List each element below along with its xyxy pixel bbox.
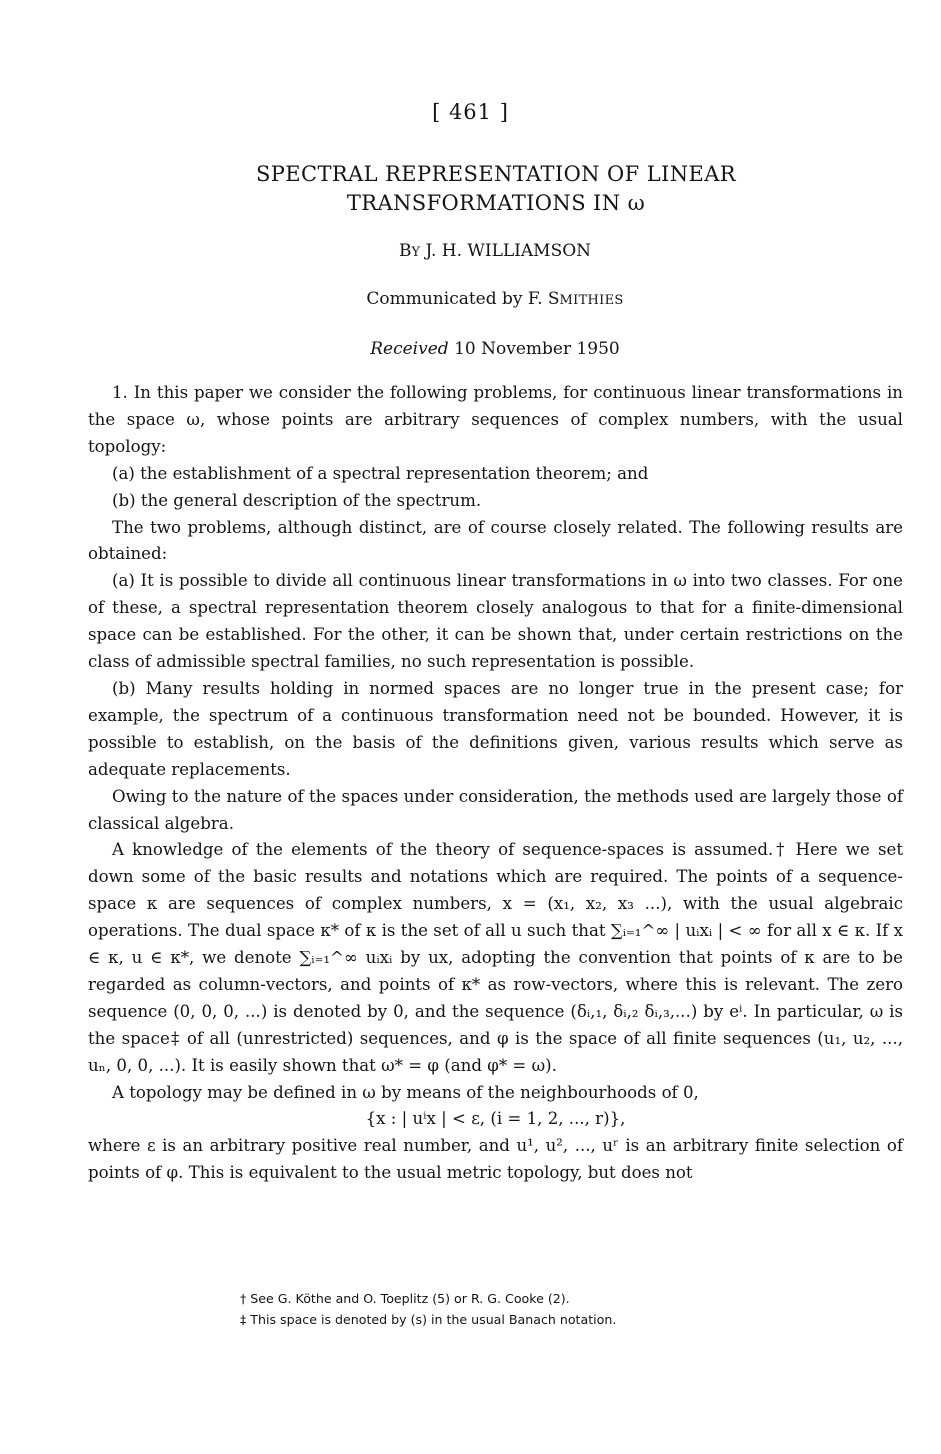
paragraph-continuation: where ε is an arbitrary positive real number, and u¹, u², ..., uʳ is an arbitrary finite selection of points of φ. This is equivalent to the usual metric topology, but does not	[88, 1136, 903, 1183]
author-prefix-initial: B	[398, 241, 412, 261]
page-number: [ 461 ]	[432, 100, 509, 124]
paragraph-sequence-spaces: A knowledge of the elements of the theory of sequence-spaces is assumed.† Here we set down some of the basic results and notations which are required. The points of a sequence-space κ are sequences of complex numbers, x = (x₁, x₂, x₃ ...), with the usual algebraic operations. The dual space κ* of κ is the set of all u such that ∑ᵢ₌₁^∞ | uᵢxᵢ | < ∞ for all x ∈ κ. If x ∈ κ, u ∈ κ*, we denote ∑ᵢ₌₁^∞ uᵢxᵢ by ux, adopting the convention that points of κ are to be regarded as column-vectors, and points of κ* as row-vectors, where this is relevant. The zero sequence (0, 0, 0, ...) is denoted by 0, and the sequence (δᵢ,₁, δᵢ,₂ δᵢ,₃,...) by eⁱ. In particular, ω is the space‡ of all (unrestricted) sequences, and φ is the space of all finite sequences (u₁, u₂, ..., uₙ, 0, 0, ...). It is easily shown that ω* = φ (and φ* = ω).	[88, 840, 903, 1075]
paragraph-topology: A topology may be defined in ω by means of the neighbourhoods of 0,	[112, 1082, 699, 1102]
paragraph-1: 1. In this paper we consider the following problems, for continuous linear transformations in the space ω, whose points are arbitrary sequences of complex numbers, with the usual topology:	[88, 383, 903, 456]
author-name: J. H. WILLIAMSON	[425, 241, 592, 261]
item-a: (a) the establishment of a spectral representation theorem; and	[112, 463, 649, 483]
footnote-double-dagger: ‡ This space is denoted by (s) in the usual Banach notation.	[240, 1312, 617, 1327]
paragraph-methods: Owing to the nature of the spaces under consideration, the methods used are largely those of classical algebra.	[88, 786, 903, 833]
result-b: (b) Many results holding in normed spaces are no longer true in the present case; for example, the spectrum of a continuous transformation need not be bounded. However, it is possible to establish, on the basis of the definitions given, various results which serve as adequate replacements.	[88, 678, 903, 779]
received-label: Received	[370, 339, 449, 359]
communicated-line	[0, 289, 941, 309]
paper-title	[0, 160, 941, 218]
title-line-2: TRANSFORMATIONS IN ω	[346, 191, 646, 215]
received-date: 10 November 1950	[454, 339, 620, 359]
author-line	[0, 241, 941, 261]
footnotes	[240, 1288, 800, 1330]
author-prefix-rest: Y	[411, 245, 421, 260]
title-line-1: SPECTRAL REPRESENTATION OF LINEAR	[255, 162, 737, 186]
received-line	[0, 339, 941, 359]
footnote-dagger: † See G. Köthe and O. Toeplitz (5) or R. G. Cooke (2).	[240, 1291, 570, 1306]
communicator-initial: S	[547, 289, 560, 309]
communicator-name-rest: MITHIES	[559, 293, 624, 308]
display-formula: {x : | uⁱx | < ε, (i = 1, 2, ..., r)},	[365, 1109, 626, 1129]
item-b: (b) the general description of the spectrum.	[112, 490, 482, 510]
result-a: (a) It is possible to divide all continuous linear transformations in ω into two classes. For one of these, a spectral representation theorem closely analogous to that for a finite-dimensional space can be established. For the other, it can be shown that, under certain restrictions on the class of admissible spectral families, no such representation is possible.	[88, 571, 903, 672]
communicated-prefix: Communicated by F.	[366, 289, 543, 309]
paragraph-results: The two problems, although distinct, are of course closely related. The following results are obtained:	[88, 517, 903, 564]
body-text	[88, 380, 903, 1187]
